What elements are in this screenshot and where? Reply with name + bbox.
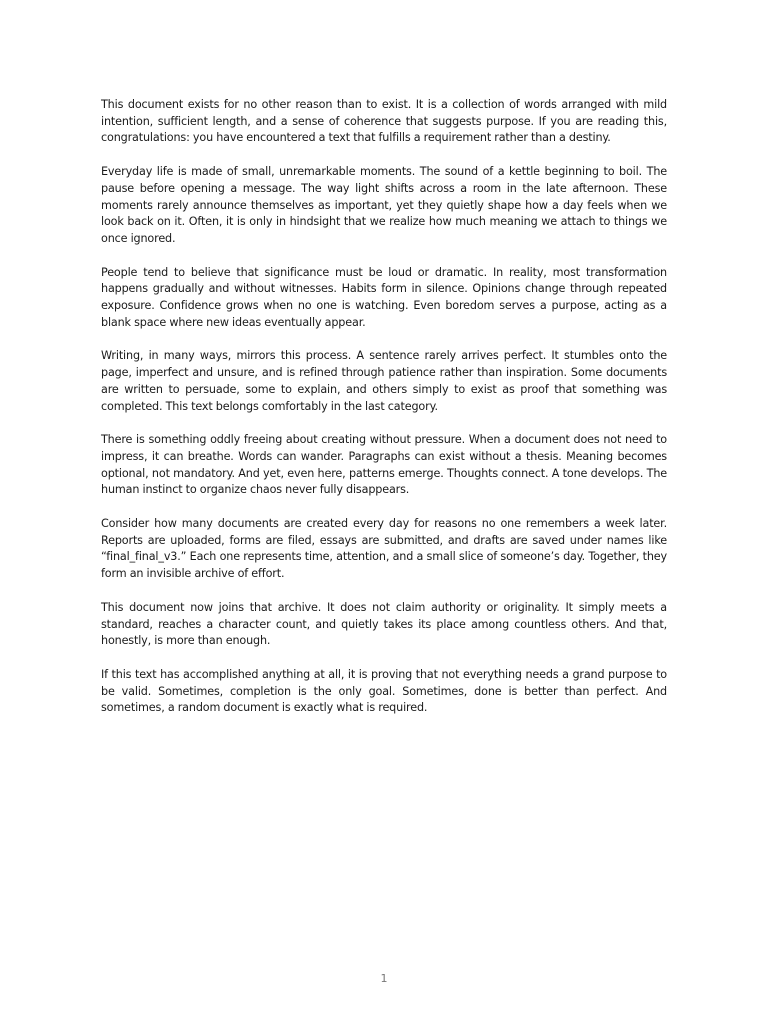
- paragraph-6: Consider how many documents are created every day for reasons no one remembers a week later. Reports are uploaded, forms are filed, essays are submitted, and drafts are saved under names like “final_final_v3.” Each one represents time, attention, and a small slice of someone’s day. Together, they form an invisible archive of effort.: [101, 517, 667, 581]
- paragraph-3: People tend to believe that significance must be loud or dramatic. In reality, most transformation happens gradually and without witnesses. Habits form in silence. Opinions change through repeated exposure. Confidence grows when no one is watching. Even boredom serves a purpose, acting as a blank space where new ideas eventually appear.: [101, 265, 667, 329]
- paragraph-1: This document exists for no other reason than to exist. It is a collection of words arranged with mild intention, sufficient length, and a sense of coherence that suggests purpose. If you are reading this, congratulations: you have encountered a text that fulfills a requirement rather than a destiny.: [101, 98, 667, 145]
- page-number: 1: [380, 972, 388, 985]
- paragraph-8: If this text has accomplished anything at all, it is proving that not everything needs a grand purpose to be valid. Sometimes, completion is the only goal. Sometimes, done is better than perfect. And sometimes, a random document is exactly what is required.: [101, 667, 667, 715]
- paragraph-4: Writing, in many ways, mirrors this process. A sentence rarely arrives perfect. It stumbles onto the page, imperfect and unsure, and is refined through patience rather than inspiration. Some documents are written to persuade, some to explain, and others simply to exist as proof that something was completed. This text belongs comfortably in the last category.: [101, 349, 667, 413]
- paragraph-2: Everyday life is made of small, unremarkable moments. The sound of a kettle beginning to boil. The pause before opening a message. The way light shifts across a room in the late afternoon. These moments rarely announce themselves as important, yet they quietly shape how a day feels when we look back on it. Often, it is only in hindsight that we realize how much meaning we attach to things we once ignored.: [101, 165, 667, 245]
- paragraph-5: There is something oddly freeing about creating without pressure. When a document does not need to impress, it can breathe. Words can wander. Paragraphs can exist without a thesis. Meaning becomes optional, not mandatory. And yet, even here, patterns emerge. Thoughts connect. A tone develops. The human instinct to organize chaos never fully disappears.: [101, 433, 667, 497]
- document-body: [101, 97, 667, 734]
- paragraph-7: This document now joins that archive. It does not claim authority or originality. It simply meets a standard, reaches a character count, and quietly takes its place among countless others. And that, honestly, is more than enough.: [101, 600, 667, 648]
